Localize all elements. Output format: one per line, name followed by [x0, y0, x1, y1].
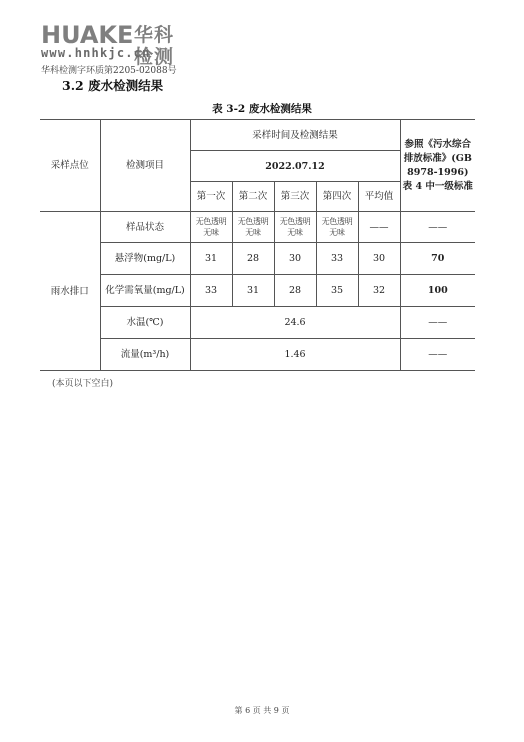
cell-value: 无色透明无味 [190, 212, 232, 243]
row-item: 化学需氧量(mg/L) [100, 275, 190, 307]
cell-standard: 100 [400, 275, 475, 307]
table-caption: 表 3-2 废水检测结果 [212, 103, 312, 115]
header-col-4: 第四次 [316, 182, 358, 212]
cell-value: 无色透明无味 [274, 212, 316, 243]
sampling-point-name: 雨水排口 [40, 212, 100, 371]
logo-chinese: 华科检测 [134, 24, 175, 68]
company-website: www.hnhkjc.cn [41, 46, 151, 60]
section-title: 3.2 废水检测结果 [62, 78, 164, 93]
cell-avg: 32 [358, 275, 400, 307]
header-sampling-point: 采样点位 [40, 120, 100, 212]
header-date: 2022.07.12 [190, 151, 400, 182]
row-item: 流量(m³/h) [100, 339, 190, 371]
wastewater-results-table [40, 119, 475, 371]
cell-value: 无色透明无味 [232, 212, 274, 243]
cell-standard: —— [400, 307, 475, 339]
header-test-item: 检测项目 [100, 120, 190, 212]
cell-avg: —— [358, 212, 400, 243]
row-item: 悬浮物(mg/L) [100, 243, 190, 275]
row-item: 样品状态 [100, 212, 190, 243]
header-avg: 平均值 [358, 182, 400, 212]
cell-merged-value: 1.46 [190, 339, 400, 371]
cell-standard: 70 [400, 243, 475, 275]
header-col-3: 第三次 [274, 182, 316, 212]
row-item: 水温(℃) [100, 307, 190, 339]
header-col-1: 第一次 [190, 182, 232, 212]
cell-standard: —— [400, 339, 475, 371]
cell-standard: —— [400, 212, 475, 243]
page-number: 第 6 页 共 9 页 [234, 706, 290, 715]
cell-value: 30 [274, 243, 316, 275]
cell-merged-value: 24.6 [190, 307, 400, 339]
cell-value: 33 [316, 243, 358, 275]
logo-english: HUAKE [41, 21, 134, 49]
blank-below-note: (本页以下空白) [52, 379, 114, 389]
cell-avg: 30 [358, 243, 400, 275]
header-standard: 参照《污水综合排放标准》(GB 8978-1996)表 4 中一级标准 [400, 120, 475, 212]
cell-value: 35 [316, 275, 358, 307]
cell-value: 31 [190, 243, 232, 275]
document-number: 华科检测字环质第2205-02088号 [41, 66, 177, 76]
cell-value: 33 [190, 275, 232, 307]
cell-value: 28 [232, 243, 274, 275]
cell-value: 28 [274, 275, 316, 307]
header-time-group: 采样时间及检测结果 [190, 120, 400, 151]
cell-value: 31 [232, 275, 274, 307]
header-col-2: 第二次 [232, 182, 274, 212]
cell-value: 无色透明无味 [316, 212, 358, 243]
